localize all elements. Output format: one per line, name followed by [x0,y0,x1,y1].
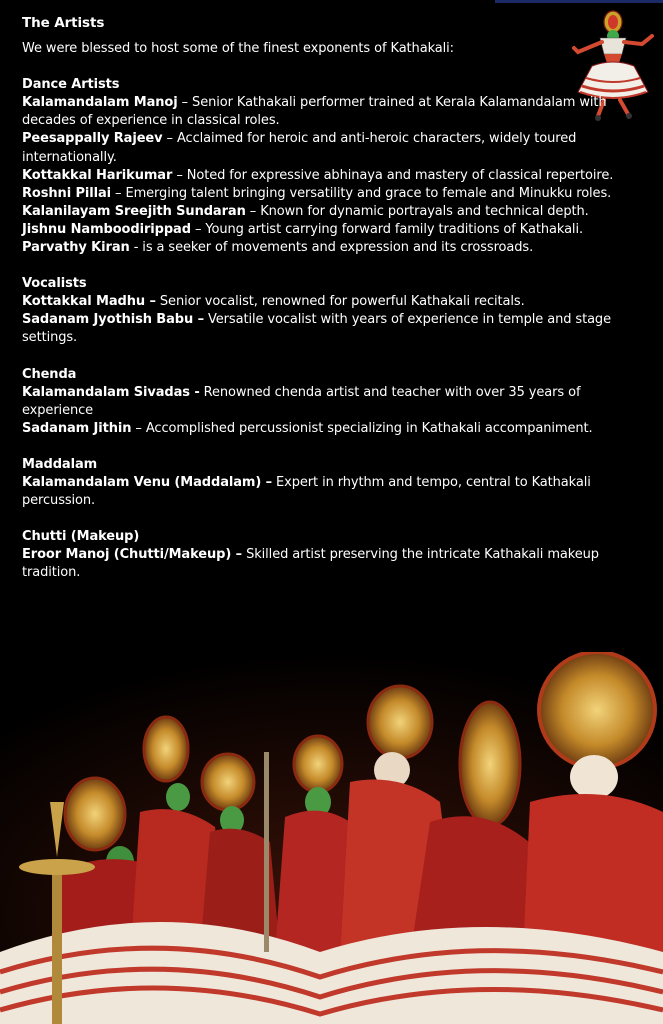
artist-name: Kalamandalam Venu (Maddalam) – [22,474,273,490]
artist-entry [22,130,617,166]
artist-entry [22,203,617,221]
artist-entry [22,420,617,438]
section-heading: Dance Artists [22,77,120,93]
artist-description: Versatile vocalist with years of experience in temple and stage settings. [22,312,611,346]
artist-description: – Accomplished percussionist specializing in Kathakali accompaniment. [131,420,593,436]
artist-name: Parvathy Kiran [22,240,130,256]
artist-entry [22,474,617,510]
artist-entry [22,94,617,130]
artist-entry [22,384,617,420]
artist-description: – Known for dynamic portrayals and technical depth. [245,203,589,219]
artist-description: – Acclaimed for heroic and anti-heroic characters, widely toured internationally. [22,131,577,165]
kathakali-performers-photo [0,652,663,1024]
artist-description: Expert in rhythm and tempo, central to Kathakali percussion. [22,474,591,509]
artist-entry [22,239,617,257]
artist-name: Kottakkal Madhu – [22,294,156,310]
artist-description: Senior vocalist, renowned for powerful Kathakali recitals. [155,294,525,310]
artist-description: – Senior Kathakali performer trained at Kerala Kalamandalam with decades of experience in classical roles. [22,95,607,129]
artist-description: – Noted for expressive abhinaya and mastery of classical repertoire. [172,167,614,183]
artist-entry [22,167,617,185]
artist-description: Skilled artist preserving the intricate Kathakali makeup tradition. [22,547,599,581]
artist-entry [22,293,617,311]
intro-text: We were blessed to host some of the finest exponents of Kathakali: [22,41,454,57]
artist-name: Jishnu Namboodirippad [22,221,191,237]
artist-name: Kalamandalam Sivadas - [22,384,200,400]
artist-description: – Emerging talent bringing versatility and grace to female and Minukku roles. [111,185,612,201]
artist-name: Sadanam Jyothish Babu – [22,312,204,328]
section-chenda [22,366,617,438]
artist-name: Kalamandalam Manoj [22,95,178,111]
section-vocalists [22,275,617,347]
artist-name: Kottakkal Harikumar [22,167,173,183]
artist-entry [22,546,617,582]
artist-entry [22,221,617,239]
artist-name: Peesappally Rajeev [22,131,163,147]
top-decor-strip [495,0,663,3]
page-title: The Artists [22,15,105,31]
artists-content [22,14,617,600]
section-chutti [22,528,617,582]
section-heading: Chutti (Makeup) [22,529,140,545]
artist-name: Eroor Manoj (Chutti/Makeup) – [22,547,243,563]
section-heading: Vocalists [22,276,87,292]
artist-entry [22,311,617,347]
section-dance-artists [22,76,617,257]
artist-description: – Young artist carrying forward family traditions of Kathakali. [190,221,583,237]
section-maddalam [22,456,617,510]
artist-name: Kalanilayam Sreejith Sundaran [22,203,246,219]
artist-description: - is a seeker of movements and expression and its crossroads. [129,240,534,256]
artist-name: Roshni Pillai [22,185,111,201]
artist-description: Renowned chenda artist and teacher with over 35 years of experience [22,384,581,418]
artist-name: Sadanam Jithin [22,420,132,436]
section-heading: Maddalam [22,456,98,472]
section-heading: Chenda [22,366,77,382]
artist-entry [22,185,617,203]
